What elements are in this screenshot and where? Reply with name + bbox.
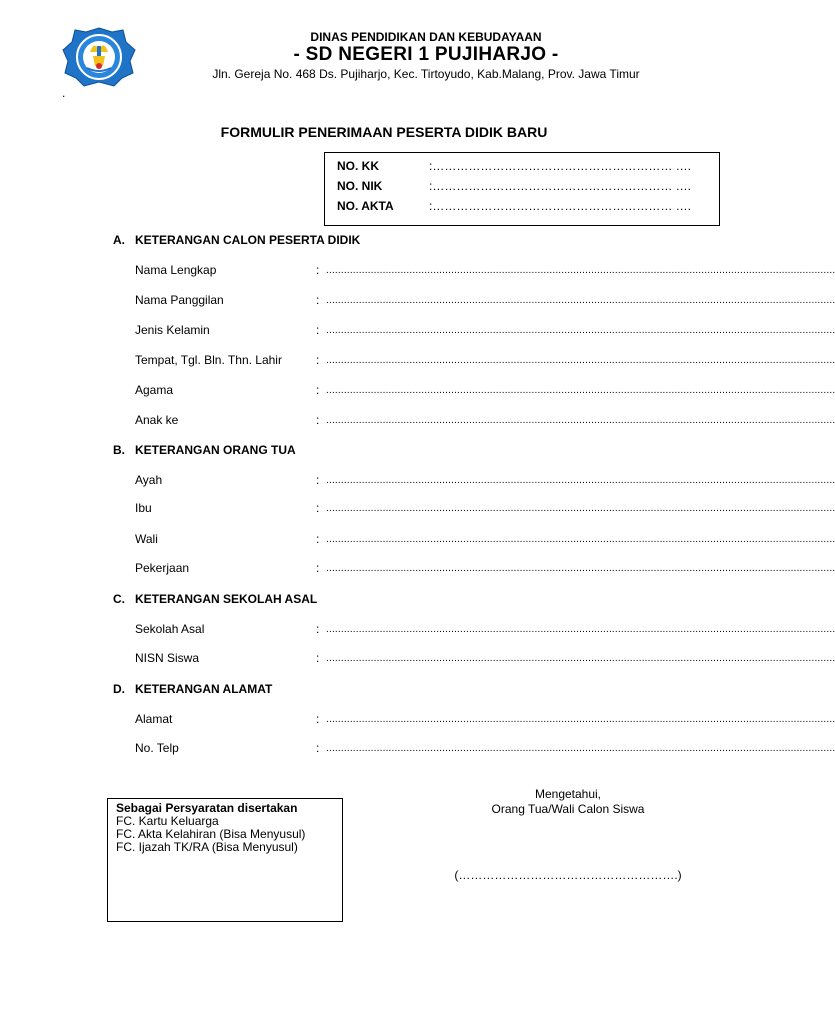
id-fill-line[interactable]: :…………………………………………………… …. xyxy=(429,179,692,193)
id-row-nik xyxy=(337,179,715,193)
fill-line[interactable]: ........................................................................................................................................................................... xyxy=(326,624,835,635)
section-d-heading xyxy=(113,682,272,696)
department-name: DINAS PENDIDIKAN DAN KEBUDAYAAN xyxy=(310,30,542,44)
school-address: Jln. Gereja No. 468 Ds. Pujiharjo, Kec. Tirtoyudo, Kab.Malang, Prov. Jawa Timur xyxy=(212,67,640,81)
section-title: KETERANGAN SEKOLAH ASAL xyxy=(135,592,318,606)
field-label: Nama Panggilan xyxy=(135,293,224,307)
field-label: Sekolah Asal xyxy=(135,622,205,636)
id-label: NO. AKTA xyxy=(337,199,394,213)
section-letter: C. xyxy=(113,592,125,606)
fill-line[interactable]: ........................................................................................................................................................................... xyxy=(326,475,835,486)
field-label: Ayah xyxy=(135,473,163,487)
field-jenis-kelamin: Jenis Kelamin : ........................................................................................................................................................................... xyxy=(135,323,835,337)
requirement-item: FC. Akta Kelahiran (Bisa Menyusul) xyxy=(116,827,306,841)
form-title: FORMULIR PENERIMAAN PESERTA DIDIK BARU xyxy=(220,124,548,140)
section-letter: B. xyxy=(113,443,125,457)
field-ibu: Ibu : ........................................................................................................................................................................... xyxy=(135,501,835,515)
fill-line[interactable]: ........................................................................................................................................................................... xyxy=(326,743,835,754)
field-label: Jenis Kelamin xyxy=(135,323,210,337)
section-a-heading xyxy=(113,233,360,247)
fill-line[interactable]: ........................................................................................................................................................................... xyxy=(326,295,835,306)
id-label: NO. KK xyxy=(337,159,379,173)
field-label: Ibu xyxy=(135,501,152,515)
id-fill-line[interactable]: :…………………………………………………… …. xyxy=(429,199,692,213)
field-label: Anak ke xyxy=(135,413,179,427)
field-nisn-siswa: NISN Siswa : ........................................................................................................................................................................... xyxy=(135,651,835,665)
fill-line[interactable]: ........................................................................................................................................................................... xyxy=(326,503,835,514)
fill-line[interactable]: ........................................................................................................................................................................... xyxy=(326,714,835,725)
field-label: Pekerjaan xyxy=(135,561,190,575)
field-tempat-tgl-lahir: Tempat, Tgl. Bln. Thn. Lahir : ........................................................................................................................................................................... xyxy=(135,353,835,367)
field-wali: Wali : ........................................................................................................................................................................... xyxy=(135,532,835,546)
requirement-item: FC. Ijazah TK/RA (Bisa Menyusul) xyxy=(116,840,298,854)
field-no-telp: No. Telp : ........................................................................................................................................................................... xyxy=(135,741,835,755)
field-label: Nama Lengkap xyxy=(135,263,217,277)
fill-line[interactable]: ........................................................................................................................................................................... xyxy=(326,415,835,426)
section-letter: A. xyxy=(113,233,125,247)
fill-line[interactable]: ........................................................................................................................................................................... xyxy=(326,325,835,336)
field-label: No. Telp xyxy=(135,741,179,755)
requirements-box xyxy=(107,798,343,922)
signature-name-line[interactable]: (……………………………………………….) xyxy=(454,868,682,882)
signature-role: Orang Tua/Wali Calon Siswa xyxy=(491,802,645,816)
fill-line[interactable]: ........................................................................................................................................................................... xyxy=(326,653,835,664)
section-b-heading xyxy=(113,443,296,457)
section-title: KETERANGAN ALAMAT xyxy=(135,682,273,696)
field-alamat: Alamat : ........................................................................................................................................................................... xyxy=(135,712,835,726)
signature-known-by: Mengetahui, xyxy=(534,787,602,801)
id-row-kk xyxy=(337,159,715,173)
field-label: NISN Siswa xyxy=(135,651,200,665)
field-nama-lengkap: Nama Lengkap : ........................................................................................................................................................................... xyxy=(135,263,835,277)
fill-line[interactable]: ........................................................................................................................................................................... xyxy=(326,563,835,574)
field-label: Wali xyxy=(135,532,158,546)
section-letter: D. xyxy=(113,682,125,696)
fill-line[interactable]: ........................................................................................................................................................................... xyxy=(326,385,835,396)
field-sekolah-asal: Sekolah Asal : ........................................................................................................................................................................... xyxy=(135,622,835,636)
field-label: Agama xyxy=(135,383,174,397)
field-ayah: Ayah : ........................................................................................................................................................................... xyxy=(135,473,835,487)
requirements-title: Sebagai Persyaratan disertakan xyxy=(116,801,298,815)
field-label: Alamat xyxy=(135,712,173,726)
requirement-item: FC. Kartu Keluarga xyxy=(116,814,219,828)
school-name: - SD NEGERI 1 PUJIHARJO - xyxy=(293,44,559,65)
field-agama: Agama : ........................................................................................................................................................................... xyxy=(135,383,835,397)
field-anak-ke: Anak ke : ........................................................................................................................................................................... xyxy=(135,413,835,427)
stray-mark: . xyxy=(62,86,66,100)
id-row-akta xyxy=(337,199,715,213)
field-nama-panggilan: Nama Panggilan : ........................................................................................................................................................................... xyxy=(135,293,835,307)
section-title: KETERANGAN ORANG TUA xyxy=(135,443,296,457)
id-number-box xyxy=(324,152,720,226)
section-title: KETERANGAN CALON PESERTA DIDIK xyxy=(135,233,361,247)
id-label: NO. NIK xyxy=(337,179,383,193)
field-pekerjaan: Pekerjaan : ........................................................................................................................................................................... xyxy=(135,561,835,575)
fill-line[interactable]: ........................................................................................................................................................................... xyxy=(326,355,835,366)
fill-line[interactable]: ........................................................................................................................................................................... xyxy=(326,265,835,276)
section-c-heading xyxy=(113,592,317,606)
field-label: Tempat, Tgl. Bln. Thn. Lahir xyxy=(135,353,282,367)
fill-line[interactable]: ........................................................................................................................................................................... xyxy=(326,534,835,545)
id-fill-line[interactable]: :…………………………………………………… …. xyxy=(429,159,692,173)
